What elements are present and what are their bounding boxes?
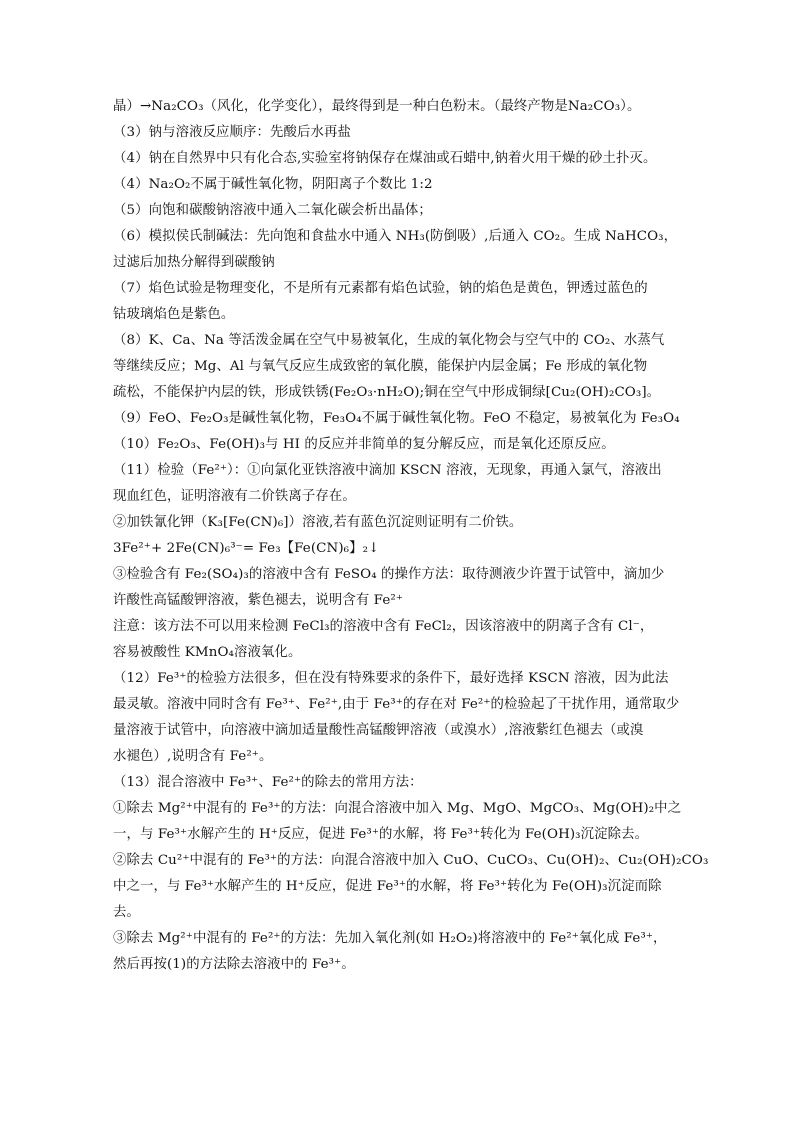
text-line-24: 最灵敏。溶液中同时含有 Fe³⁺、Fe²⁺,由于 Fe³⁺的存在对 Fe²⁺的检验起了干扰作用，通常取少 <box>113 697 680 712</box>
text-line-8: （7）焰色试验是物理变化，不是所有元素都有焰色试验，钠的焰色是黄色，钾透过蓝色的 <box>113 281 648 296</box>
text-line-28: ①除去 Mg²⁺中混有的 Fe³⁺的方法：向混合溶液中加入 Mg、MgO、MgCO₃、Mg(OH)₂中之 <box>113 801 682 816</box>
text-line-17: ②加铁氰化钾（K₃[Fe(CN)₆]）溶液,若有蓝色沉淀则证明有二价铁。 <box>113 515 523 530</box>
text-line-13: （9）FeO、Fe₂O₃是碱性氧化物，Fe₃O₄不属于碱性氧化物。FeO 不稳定，易被氧化为 Fe₃O₄ <box>113 411 680 426</box>
text-line-20: 许酸性高锰酸钾溶液，紫色褪去，说明含有 Fe²⁺ <box>113 593 403 608</box>
text-line-26: 水褪色）,说明含有 Fe²⁺。 <box>113 749 273 764</box>
text-line-18: 3Fe²⁺+ 2Fe(CN)₆³⁻= Fe₃【Fe(CN)₆】₂↓ <box>113 541 380 556</box>
text-line-19: ③检验含有 Fe₂(SO₄)₃的溶液中含有 FeSO₄ 的操作方法：取待测液少许置于试管中，滴加少 <box>113 567 665 582</box>
text-line-34: 然后再按(1)的方法除去溶液中的 Fe³⁺。 <box>113 957 355 972</box>
text-line-9: 钴玻璃焰色是紫色。 <box>113 307 235 322</box>
text-line-16: 现血红色，证明溶液有二价铁离子存在。 <box>113 489 356 504</box>
text-line-10: （8）K、Ca、Na 等活泼金属在空气中易被氧化，生成的氧化物会与空气中的 CO₂、水蒸气 <box>113 333 665 348</box>
text-line-1: 晶）→Na₂CO₃（风化，化学变化），最终得到是一种白色粉末。（最终产物是Na₂CO₃）。 <box>113 99 641 114</box>
text-line-23: （12）Fe³⁺的检验方法很多，但在没有特殊要求的条件下，最好选择 KSCN 溶液，因为此法 <box>113 671 669 686</box>
text-line-25: 量溶液于试管中，向溶液中滴加适量酸性高锰酸钾溶液（或溴水）,溶液紫红色褪去（或溴 <box>113 723 644 738</box>
text-line-7: 过滤后加热分解得到碳酸钠 <box>113 255 275 270</box>
text-line-31: 中之一，与 Fe³⁺水解产生的 H⁺反应，促进 Fe³⁺的水解，将 Fe³⁺转化为 Fe(OH)₃沉淀而除 <box>113 879 662 894</box>
text-line-5: （5）向饱和碳酸钠溶液中通入二氧化碳会析出晶体； <box>113 203 432 218</box>
text-line-33: ③除去 Mg²⁺中混有的 Fe²⁺的方法：先加入氧化剂(如 H₂O₂)将溶液中的 Fe²⁺氧化成 Fe³⁺， <box>113 931 667 946</box>
text-line-22: 容易被酸性 KMnO₄溶液氧化。 <box>113 645 302 660</box>
text-line-11: 等继续反应；Mg、Al 与氧气反应生成致密的氧化膜，能保护内层金属；Fe 形成的氧化物 <box>113 359 648 374</box>
text-line-3: （4）钠在自然界中只有化合态,实验室将钠保存在煤油或石蜡中,钠着火用干燥的砂土扑灭。 <box>113 151 657 166</box>
text-line-2: （3）钠与溶液反应顺序：先酸后水再盐 <box>113 125 351 140</box>
text-line-4: （4）Na₂O₂不属于碱性氧化物，阴阳离子个数比 1:2 <box>113 177 433 192</box>
text-line-32: 去。 <box>113 905 140 920</box>
text-line-15: （11）检验（Fe²⁺）：①向氯化亚铁溶液中滴加 KSCN 溶液，无现象，再通入氯气，溶液出 <box>113 463 662 478</box>
text-line-12: 疏松，不能保护内层的铁，形成铁锈(Fe₂O₃·nH₂O);铜在空气中形成铜绿[Cu₂(OH)₂CO₃]。 <box>113 385 661 400</box>
text-line-27: （13）混合溶液中 Fe³⁺、Fe²⁺的除去的常用方法： <box>113 775 423 790</box>
text-line-29: 一，与 Fe³⁺水解产生的 H⁺反应，促进 Fe³⁺的水解，将 Fe³⁺转化为 Fe(OH)₃沉淀除去。 <box>113 827 649 842</box>
text-line-21: 注意：该方法不可以用来检测 FeCl₃的溶液中含有 FeCl₂，因该溶液中的阴离子含有 Cl⁻， <box>113 619 654 634</box>
text-line-6: （6）模拟侯氏制碱法：先向饱和食盐水中通入 NH₃(防倒吸）,后通入 CO₂。生成 NaHCO₃， <box>113 229 678 244</box>
text-line-14: （10）Fe₂O₃、Fe(OH)₃与 HI 的反应并非简单的复分解反应，而是氧化还原反应。 <box>113 437 615 452</box>
text-line-30: ②除去 Cu²⁺中混有的 Fe³⁺的方法：向混合溶液中加入 CuO、CuCO₃、Cu(OH)₂、Cu₂(OH)₂CO₃ <box>113 853 709 868</box>
